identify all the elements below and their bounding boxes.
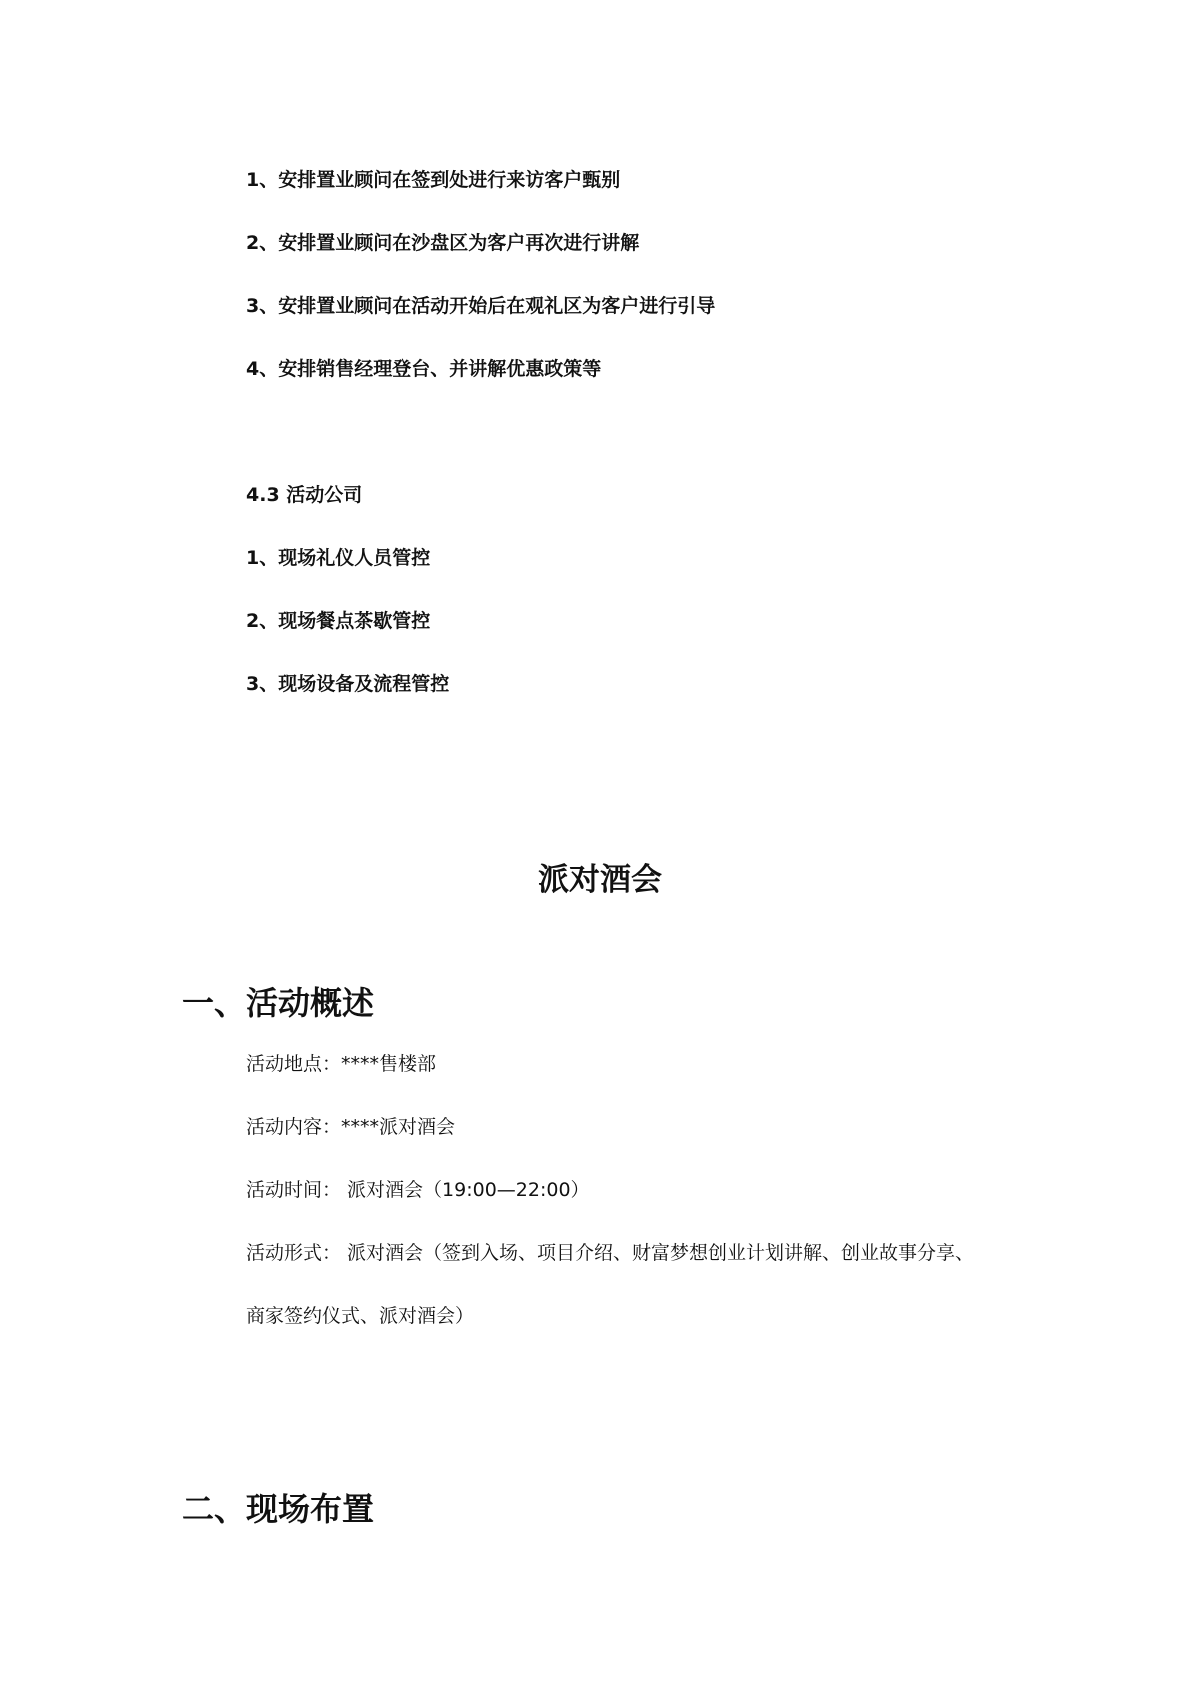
list-item: 2、安排置业顾问在沙盘区为客户再次进行讲解 [246,232,640,254]
list-item: 4、安排销售经理登台、并讲解优惠政策等 [246,358,602,380]
subsection-heading: 4.3 活动公司 [246,484,363,506]
info-line: 活动地点：****售楼部 [246,1053,437,1075]
info-line: 活动内容：****派对酒会 [246,1116,456,1138]
section-heading: 一、活动概述 [182,984,375,1022]
list-item: 1、现场礼仪人员管控 [246,547,431,569]
list-item: 1、安排置业顾问在签到处进行来访客户甄别 [246,169,621,191]
list-item: 3、现场设备及流程管控 [246,673,450,695]
info-line: 商家签约仪式、派对酒会） [246,1305,475,1327]
info-line: 活动形式： 派对酒会（签到入场、项目介绍、财富梦想创业计划讲解、创业故事分享、 [246,1242,975,1264]
info-line: 活动时间： 派对酒会（19:00—22:00） [246,1179,590,1201]
section-heading: 二、现场布置 [182,1490,375,1528]
list-item: 3、安排置业顾问在活动开始后在观礼区为客户进行引导 [246,295,716,317]
list-item: 2、现场餐点茶歇管控 [246,610,431,632]
document-title: 派对酒会 [538,862,662,898]
